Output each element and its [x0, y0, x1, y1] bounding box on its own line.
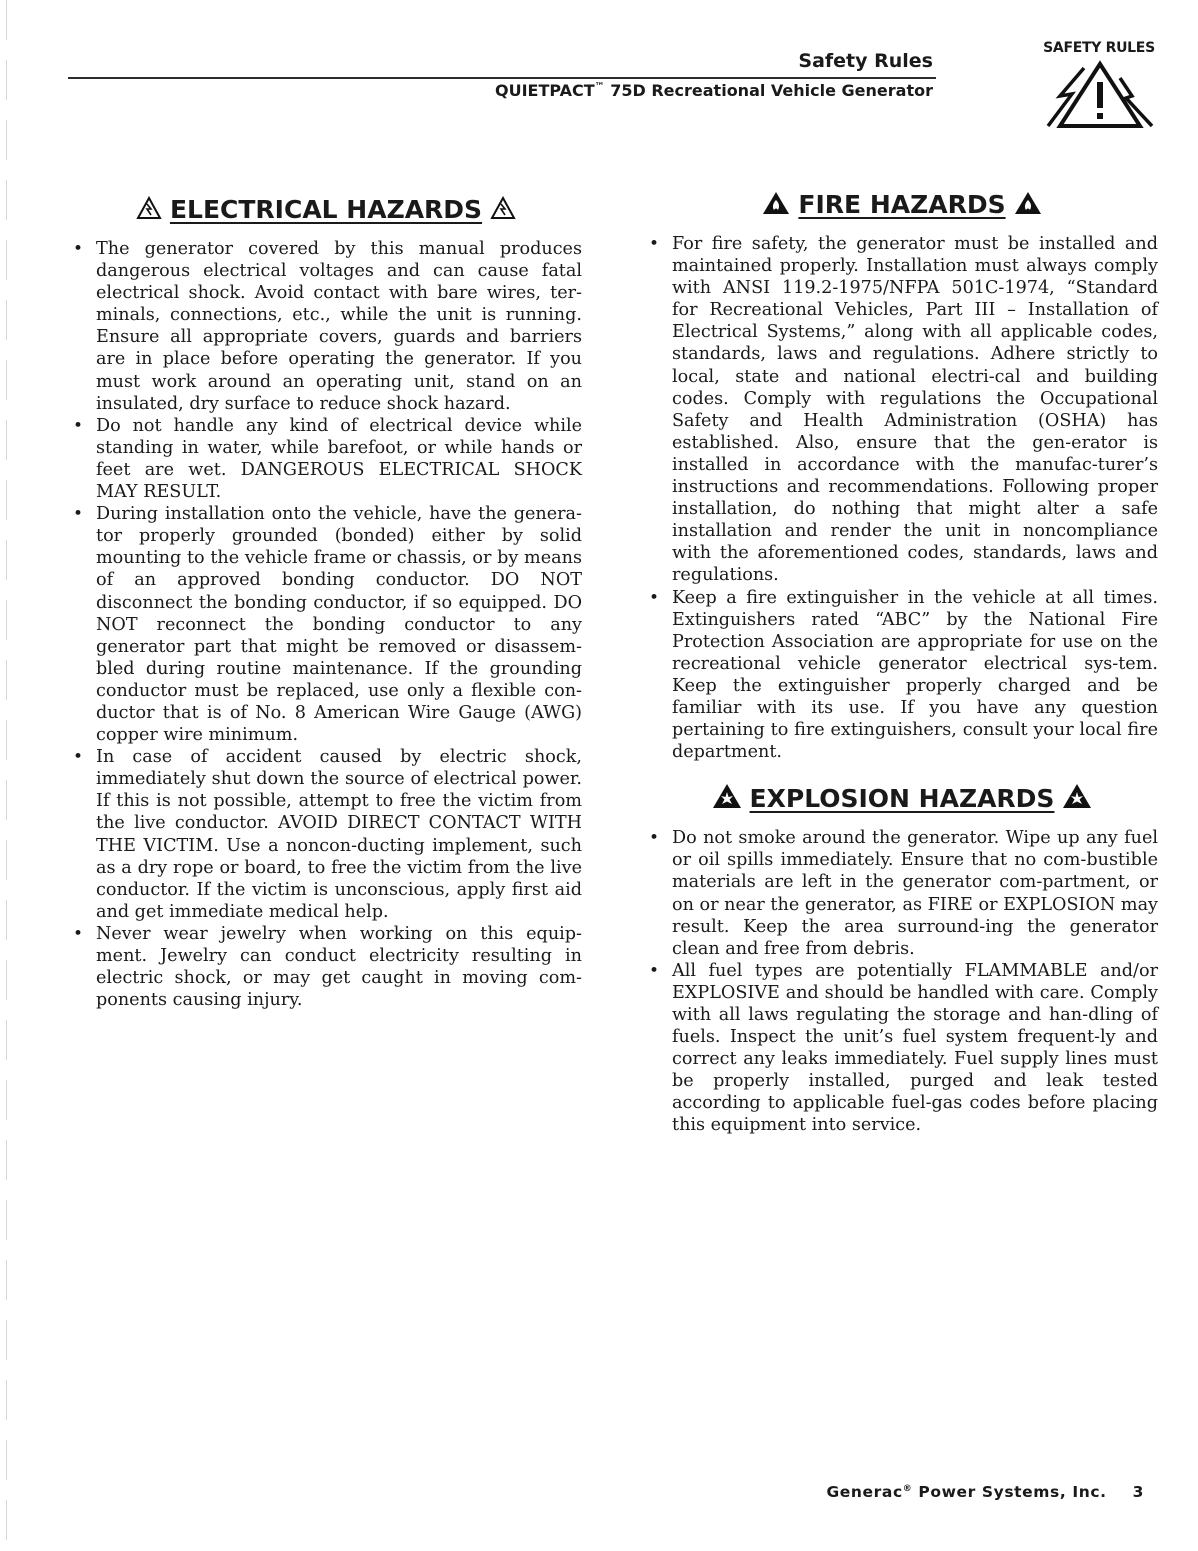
bullet-icon: •	[649, 587, 660, 608]
list-item: • All fuel types are potentially FLAMMABLE and/or EXPLOSIVE and should be handled with care. Comply with all laws regulating the storage and han-dling of fuels. Inspect the unit’s fuel system frequent-ly and correct any leaks immediately. Fuel supply lines must be properly installed, purged and leak tested according to applicable fuel-gas codes before placing this equipment into service.	[649, 960, 1158, 1136]
footer-company-rest: Power Systems, Inc.	[912, 1483, 1107, 1501]
fire-warning-icon	[1014, 191, 1042, 215]
fire-explosion-column	[646, 190, 1158, 1137]
explosion-heading-text: EXPLOSION HAZARDS	[749, 784, 1055, 814]
bullet-icon: •	[649, 234, 660, 254]
bullet-icon: •	[73, 239, 84, 259]
electrical-hazards-heading	[70, 195, 582, 224]
explosion-warning-icon	[1062, 783, 1092, 809]
explosion-hazards-list	[646, 827, 1158, 1136]
fire-warning-icon	[762, 191, 790, 215]
page-edge-line	[6, 0, 7, 1551]
fire-heading-text: FIRE HAZARDS	[798, 190, 1006, 219]
list-item: • During installation onto the vehicle, have the genera-tor properly grounded (bonded) either by solid mounting to the vehicle frame or chassis, or by means of an approved bonding conductor. DO NOT disconnect the bonding conductor, if so equipped. DO NOT reconnect the bonding conductor to any generator part that might be removed or disassem-bled during routine maintenance. If the grounding conductor must be replaced, use only a flexible con-ductor that is of No. 8 American Wire Gauge (AWG) copper wire minimum.	[73, 504, 582, 746]
explosion-hazards-heading	[646, 783, 1158, 813]
page-number: 3	[1132, 1483, 1144, 1501]
list-item: • Do not smoke around the generator. Wipe up any fuel or oil spills immediately. Ensure that no com-bustible materials are left in the generator com-partment, or on or near the generator, as FIRE or EXPLOSION may result. Keep the area surround-ing the generator clean and free from debris.	[649, 828, 1158, 959]
electrical-hazards-section	[70, 195, 582, 1011]
bullet-icon: •	[649, 960, 660, 981]
electrical-heading-text: ELECTRICAL HAZARDS	[169, 195, 483, 224]
header-title: Safety Rules	[798, 50, 933, 72]
safety-rules-badge	[1036, 40, 1162, 132]
electrical-warning-icon	[490, 196, 516, 220]
list-item: • The generator covered by this manual produces dangerous electrical voltages and can cause fatal electrical shock. Avoid contact with bare wires, ter-minals, connections, etc., while the unit is running. Ensure all appropriate covers, guards and barriers are in place before operating the generator. If you must work around an operating unit, stand on an insulated, dry surface to reduce shock hazard.	[73, 239, 582, 414]
explosion-warning-icon	[712, 783, 742, 809]
footer-company: Generac	[826, 1483, 903, 1501]
bullet-icon: •	[73, 415, 84, 436]
electrical-warning-icon	[136, 196, 162, 220]
header-rule	[68, 77, 936, 79]
fire-hazards-list	[646, 233, 1158, 763]
list-item: • For fire safety, the generator must be installed and maintained properly. Installation must always comply with ANSI 119.2-1975/NFPA 501C-1974, “Standard for Recreational Vehicles, Part III – Installation of Electrical Systems,” along with all applicable codes, standards, laws and regulations. Adhere strictly to local, state and national electri-cal and building codes. Comply with regulations the Occupational Safety and Health Administration (OSHA) has established. Also, ensure that the gen-erator is installed in accordance with the manufac-turer’s instructions and recommendations. Following proper installation, do nothing that might alter a safe installation and render the unit in noncompliance with the aforementioned codes, standards, laws and regulations.	[649, 234, 1158, 586]
list-item: • In case of accident caused by electric shock, immediately shut down the source of electrical power. If this is not possible, attempt to free the victim from the live conductor. AVOID DIRECT CONTACT WITH THE VICTIM. Use a noncon-ducting implement, such as a dry rope or board, to free the victim from the live conductor. If the victim is unconscious, apply first aid and get immediate medical help.	[73, 747, 582, 922]
bullet-icon: •	[73, 747, 84, 768]
bullet-icon: •	[649, 828, 660, 849]
page-footer	[826, 1483, 1144, 1501]
list-item: • Never wear jewelry when working on this equip-ment. Jewelry can conduct electricity resulting in electric shock, or may get caught in moving com-ponents causing injury.	[73, 923, 582, 1011]
trademark-mark: ™	[594, 81, 605, 93]
subtitle-brand: QUIETPACT	[494, 81, 595, 100]
fire-hazards-heading	[646, 190, 1158, 219]
registered-mark: ®	[902, 1483, 913, 1494]
list-item: • Keep a fire extinguisher in the vehicle at all times. Extinguishers rated “ABC” by the National Fire Protection Association are appropriate for use on the recreational vehicle generator electrical sys-tem. Keep the extinguisher properly charged and be familiar with its use. If you have any question pertaining to fire extinguishers, consult your local fire department.	[649, 587, 1158, 763]
electrical-hazards-list	[70, 238, 582, 1011]
list-item: • Do not handle any kind of electrical device while standing in water, while barefoot, or while hands or feet are wet. DANGEROUS ELECTRICAL SHOCK MAY RESULT.	[73, 415, 582, 503]
warning-lightning-icon	[1044, 60, 1156, 130]
header-subtitle	[495, 81, 933, 100]
badge-label: SAFETY RULES	[1043, 40, 1155, 56]
bullet-icon: •	[73, 923, 84, 944]
subtitle-rest: 75D Recreational Vehicle Generator	[604, 81, 933, 100]
bullet-icon: •	[73, 504, 84, 525]
